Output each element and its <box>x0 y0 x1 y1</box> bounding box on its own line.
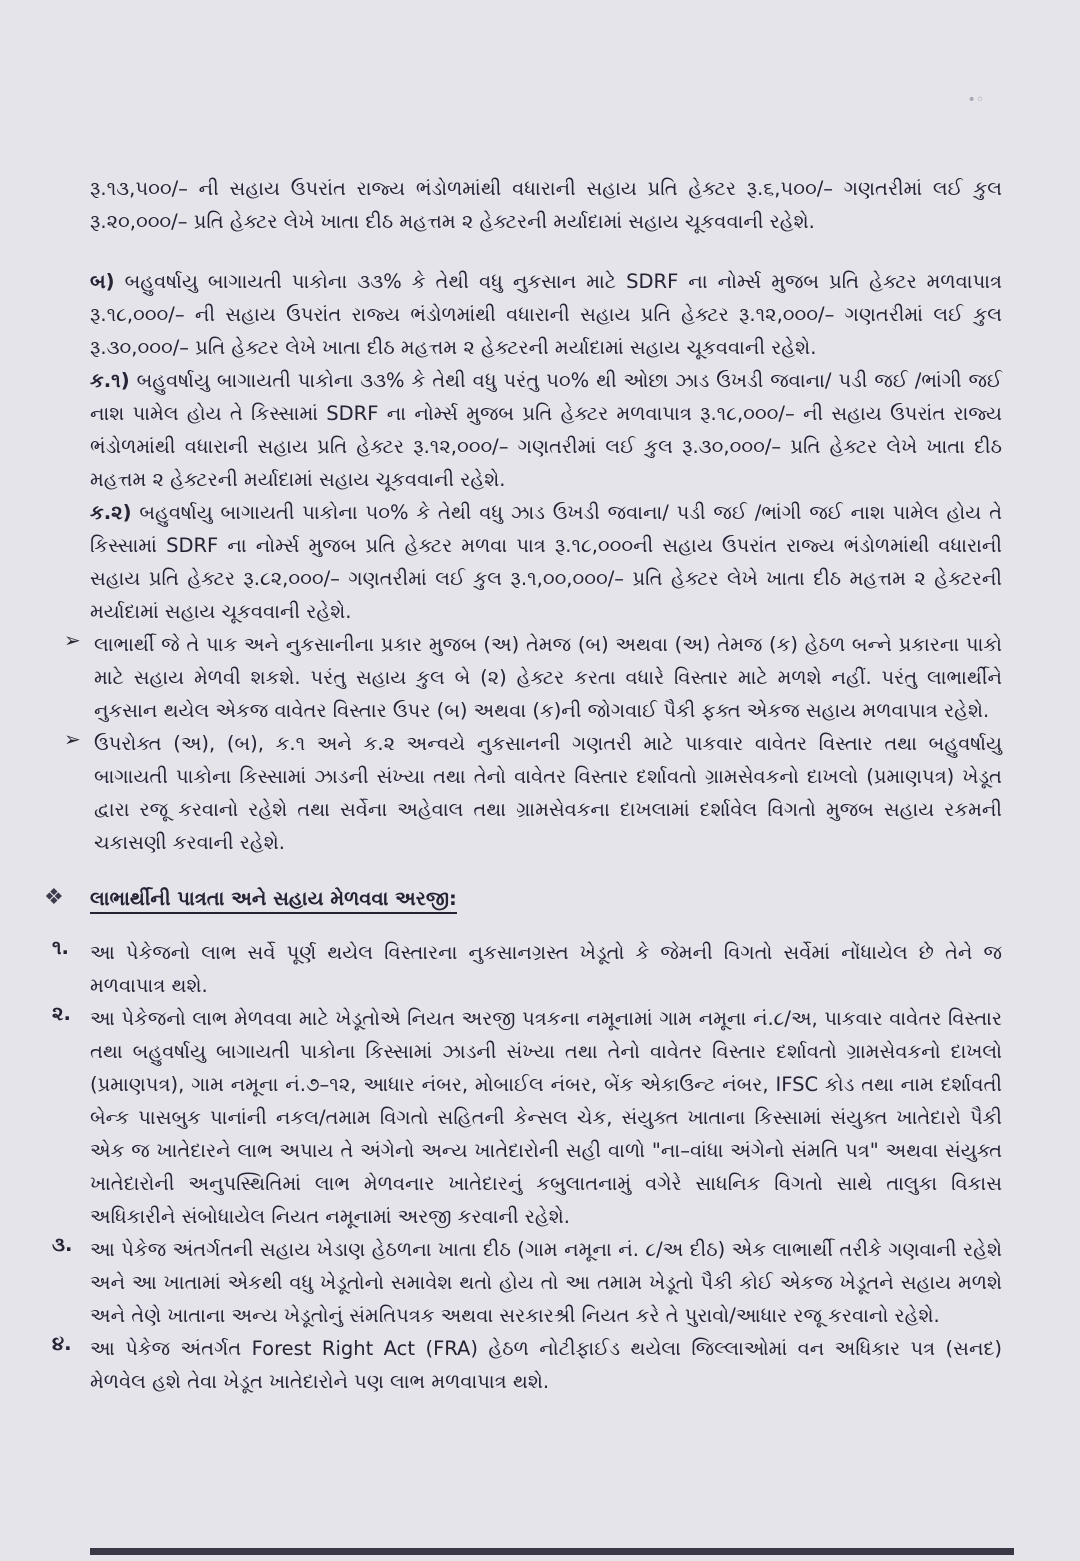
arrow-bullet-icon: ➢ <box>64 727 81 751</box>
section-k1-paragraph <box>90 364 1002 496</box>
document-body <box>44 172 1003 1398</box>
numbered-item <box>52 1332 1002 1398</box>
section-k2-label: ક.૨) <box>90 501 132 524</box>
section-k2-text: બહુવર્ષાયુ બાગાયતી પાકોના ૫૦% કે તેથી વધુ ઝાડ ઉખડી જવાના/ પડી જઈ /ભાંગી જઈ નાશ પામેલ હોય તે કિસ્સામાં SDRF ના નોર્મ્સ મુજબ પ્રતિ હેક્ટર મળવા પાત્ર રૂ.૧૮,૦૦૦ની સહાય ઉપરાંત રાજ્ય ભંડોળમાંથી વધારાની સહાય પ્રતિ હેક્ટર રૂ.૮૨,૦૦૦/– ગણતરીમાં લઈ કુલ રૂ.૧,૦૦,૦૦૦/– પ્રતિ હેક્ટર લેખે ખાતા દીઠ મહત્તમ ૨ હેક્ટરની મર્યાદામાં સહાય ચૂકવવાની રહેશે. <box>90 501 1003 623</box>
item-number: ૨. <box>52 1002 71 1025</box>
section-b-label: બ) <box>90 270 115 293</box>
bullet-item <box>64 628 1002 727</box>
diamond-bullet-icon: ❖ <box>44 885 64 910</box>
item-text: આ પેકેજનો લાભ મેળવવા માટે ખેડૂતોએ નિયત અરજી પત્રકના નમૂનામાં ગામ નમૂના નં.૮/અ, પાકવાર વાવેતર વિસ્તાર તથા બહુવર્ષાયુ બાગાયતી પાકોના કિસ્સામાં ઝાડની સંખ્યા તથા તેનો વાવેતર વિસ્તાર દર્શાવતો ગ્રામસેવકનો દાખલો (પ્રમાણપત્ર), ગામ નમૂના નં.૭–૧૨, આધાર નંબર, મોબાઈલ નંબર, બેંક એકાઉન્ટ નંબર, IFSC કોડ તથા નામ દર્શાવતી બેન્ક પાસબુક પાનાંની નકલ/તમામ વિગતો સહિતની કેન્સલ ચેક, સંયુક્ત ખાતાના કિસ્સામાં સંયુક્ત ખાતેદારો પૈકી એક જ ખાતેદારને લાભ અપાય તે અંગેનો અન્ય ખાતેદારોની સહી વાળો "ના–વાંધા અંગેનો સંમતિ પત્ર" અથવા સંયુક્ત ખાતેદારોની અનુપસ્થિતિમાં લાભ મેળવનાર ખાતેદારનું કબુલાતનામું વગેરે સાધનિક વિગતો સાથે તાલુકા વિકાસ અધિકારીને સંબોધાયેલ નિયત નમૂનામાં અરજી કરવાની રહેશે. <box>90 1007 1002 1228</box>
section-k2-paragraph <box>90 496 1002 628</box>
bullet-text: ઉપરોક્ત (અ), (બ), ક.૧ અને ક.૨ અન્વયે નુકસાનની ગણતરી માટે પાકવાર વાવેતર વિસ્તાર તથા બહુવર્ષાયુ બાગાયતી પાકોના કિસ્સામાં ઝાડની સંખ્યા તથા તેનો વાવેતર વિસ્તાર દર્શાવતો ગ્રામસેવકનો દાખલો (પ્રમાણપત્ર) ખેડૂત દ્વારા રજૂ કરવાનો રહેશે તથા સર્વેના અહેવાલ તથા ગ્રામસેવકના દાખલામાં દર્શાવેલ વિગતો મુજબ સહાય રકમની ચકાસણી કરવાની રહેશે. <box>94 732 1002 854</box>
intro-paragraph: રૂ.૧૩,૫૦૦/– ની સહાય ઉપરાંત રાજ્ય ભંડોળમાંથી વધારાની સહાય પ્રતિ હેક્ટર રૂ.૬,૫૦૦/– ગણતરીમાં લઈ કુલ રૂ.૨૦,૦૦૦/– પ્રતિ હેક્ટર લેખે ખાતા દીઠ મહત્તમ ૨ હેક્ટરની મર્યાદામાં સહાય ચૂકવવાની રહેશે. <box>90 177 1002 233</box>
item-text: આ પેકેજનો લાભ સર્વે પૂર્ણ થયેલ વિસ્તારના નુકસાનગ્રસ્ત ખેડૂતો કે જેમની વિગતો સર્વેમાં નોંધાયેલ છે તેને જ મળવાપાત્ર થશે. <box>90 941 1002 997</box>
numbered-item <box>52 1233 1002 1332</box>
item-number: ૩. <box>52 1233 73 1256</box>
section-k1-text: બહુવર્ષાયુ બાગાયતી પાકોના ૩૩% કે તેથી વધુ પરંતુ ૫૦% થી ઓછા ઝાડ ઉખડી જવાના/ પડી જઈ /ભાંગી જઈ નાશ પામેલ હોય તે કિસ્સામાં SDRF ના નોર્મ્સ મુજબ પ્રતિ હેક્ટર મળવાપાત્ર રૂ.૧૮,૦૦૦/– ની સહાય ઉપરાંત રાજ્ય ભંડોળમાંથી વધારાની સહાય પ્રતિ હેક્ટર રૂ.૧૨,૦૦૦/– ગણતરીમાં લઈ કુલ રૂ.૩૦,૦૦૦/– પ્રતિ હેક્ટર લેખે ખાતા દીઠ મહત્તમ ૨ હેક્ટરની મર્યાદામાં સહાય ચૂકવવાની રહેશે. <box>90 369 1002 491</box>
arrow-bullet-icon: ➢ <box>64 628 81 652</box>
section-b-text: બહુવર્ષાયુ બાગાયતી પાકોના ૩૩% કે તેથી વધુ નુકસાન માટે SDRF ના નોર્મ્સ મુજબ પ્રતિ હેક્ટર મળવાપાત્ર રૂ.૧૮,૦૦૦/– ની સહાય ઉપરાંત રાજ્ય ભંડોળમાંથી વધારાની સહાય પ્રતિ હેક્ટર રૂ.૧૨,૦૦૦/– ગણતરીમાં લઈ કુલ રૂ.૩૦,૦૦૦/– પ્રતિ હેક્ટર લેખે ખાતા દીઠ મહત્તમ ૨ હેક્ટરની મર્યાદામાં સહાય ચૂકવવાની રહેશે. <box>90 270 1002 359</box>
item-number: ૧. <box>52 936 69 959</box>
section-b-paragraph <box>90 265 1002 364</box>
bullet-text: લાભાર્થી જે તે પાક અને નુકસાનીના પ્રકાર મુજબ (અ) તેમજ (બ) અથવા (અ) તેમજ (ક) હેઠળ બન્ને પ્રકારના પાકો માટે સહાય મેળવી શકશે. પરંતુ સહાય કુલ બે (૨) હેક્ટર કરતા વધારે વિસ્તાર માટે મળશે નહીં. પરંતુ લાભાર્થીને નુકસાન થયેલ એકજ વાવેતર વિસ્તાર ઉપર (બ) અથવા (ક)ની જોગવાઈ પૈકી ફક્ત એકજ સહાય મળવાપાત્ર રહેશે. <box>94 633 1002 722</box>
item-number: ૪. <box>52 1332 72 1355</box>
bullet-item <box>64 727 1002 859</box>
bottom-rule <box>90 1548 1014 1555</box>
section-k1-label: ક.૧) <box>90 369 130 392</box>
numbered-item <box>52 936 1002 1002</box>
item-text: આ પેકેજ અંતર્ગત Forest Right Act (FRA) હેઠળ નોટીફાઈડ થયેલા જિલ્લાઓમાં વન અધિકાર પત્ર (સનદ) મેળવેલ હશે તેવા ખેડૂત ખાતેદારોને પણ લાભ મળવાપાત્ર થશે. <box>90 1337 1002 1393</box>
numbered-item <box>52 1002 1002 1233</box>
eligibility-heading: લાભાર્થીની પાત્રતા અને સહાય મેળવવા અરજી: <box>90 887 457 914</box>
eligibility-heading-row <box>44 885 1002 914</box>
corner-mark: •◦ <box>967 92 984 108</box>
item-text: આ પેકેજ અંતર્ગતની સહાય ખેડાણ હેઠળના ખાતા દીઠ (ગામ નમૂના નં. ૮/અ દીઠ) એક લાભાર્થી તરીકે ગણવાની રહેશે અને આ ખાતામાં એકથી વધુ ખેડૂતોનો સમાવેશ થતો હોય તો આ તમામ ખેડૂતો પૈકી કોઈ એકજ ખેડૂતને સહાય મળશે અને તેણે ખાતાના અન્ય ખેડૂતોનું સંમતિપત્રક અથવા સરકારશ્રી નિયત કરે તે પુરાવો/આધાર રજૂ કરવાનો રહેશે. <box>90 1238 1002 1327</box>
